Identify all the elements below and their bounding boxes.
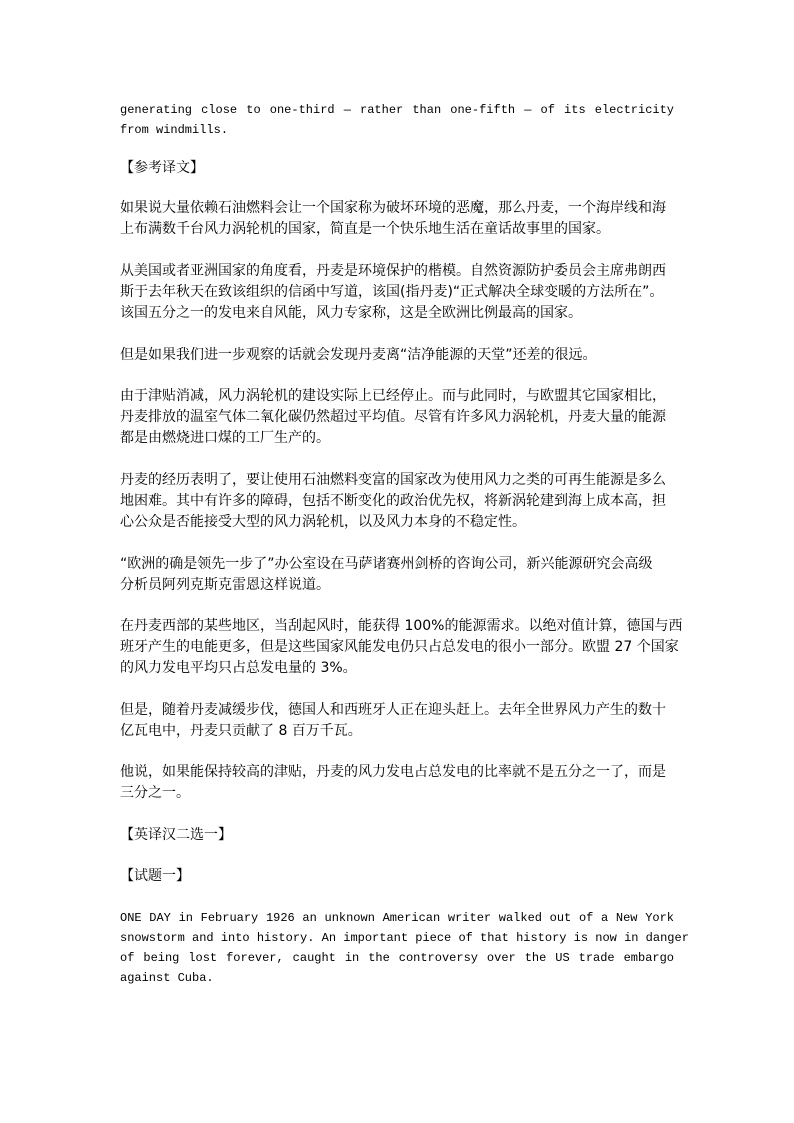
text-line: 从美国或者亚洲国家的角度看，丹麦是环境保护的楷模。自然资源防护委员会主席弗朗西: [120, 263, 666, 279]
text-line: 都是由燃烧进口煤的工厂生产的。: [120, 430, 330, 446]
text-line: 在丹麦西部的某些地区，当刮起风时，能获得 100%的能源需求。以绝对值计算，德国与西: [120, 618, 683, 634]
text-line: 由于津贴消减，风力涡轮机的建设实际上已经停止。而与此同时，与欧盟其它国家相比，: [120, 388, 666, 404]
text-line: of being lost forever, caught in the controversy over the US trade embargo: [120, 951, 674, 965]
heading-reference-translation: 【参考译文】: [120, 160, 204, 176]
text-line: 三分之一。: [120, 785, 190, 801]
question-english-paragraph: [120, 908, 689, 988]
paragraph-6: [120, 554, 674, 596]
text-line: 上布满数千台风力涡轮机的国家，简直是一个快乐地生活在童话故事里的国家。: [120, 221, 610, 237]
text-line: 丹麦的经历表明了，要让使用石油燃料变富的国家改为使用风力之类的可再生能源是多么: [120, 472, 666, 488]
text-line: 班牙产生的电能更多，但是这些国家风能发电仍只占总发电的很小一部分。欧盟 27 个国家: [120, 639, 679, 655]
text-line: 如果说大量依赖石油燃料会让一个国家称为破坏环境的恶魔，那么丹麦，一个海岸线和海: [120, 200, 666, 216]
text-line: 他说，如果能保持较高的津贴，丹麦的风力发电占总发电的比率就不是五分之一了，而是: [120, 764, 666, 780]
paragraph-3: [120, 345, 674, 366]
intro-english-paragraph: [120, 100, 674, 140]
text-line: 心公众是否能接受大型的风力涡轮机，以及风力本身的不稳定性。: [120, 514, 526, 530]
text-line: ONE DAY in February 1926 an unknown American writer walked out of a New York: [120, 911, 674, 925]
text-line: against Cuba.: [120, 971, 214, 985]
text-line: 斯于去年秋天在致该组织的信函中写道，该国(指丹麦)“正式解决全球变暖的方法所在”。: [120, 284, 664, 300]
text-line: 地困难。其中有许多的障碍，包括不断变化的政治优先权，将新涡轮建到海上成本高，担: [120, 493, 666, 509]
paragraph-9: [120, 762, 674, 804]
text-line: 但是如果我们进一步观察的话就会发现丹麦离“洁净能源的天堂”还差的很远。: [120, 347, 597, 363]
paragraph-8: [120, 700, 674, 742]
paragraph-5: [120, 470, 674, 533]
text-line: snowstorm and into history. An important piece of that history is now in danger: [120, 931, 689, 945]
paragraph-2: [120, 261, 674, 324]
text-line: 但是，随着丹麦减缓步伐，德国人和西班牙人正在迎头赶上。去年全世界风力产生的数十: [120, 702, 666, 718]
text-line: 分析员阿列克斯克雷恩这样说道。: [120, 577, 330, 593]
paragraph-4: [120, 386, 674, 449]
text-line: 该国五分之一的发电来自风能，风力专家称，这是全欧洲比例最高的国家。: [120, 305, 582, 321]
text-line: 丹麦排放的温室气体二氧化碳仍然超过平均值。尽管有许多风力涡轮机，丹麦大量的能源: [120, 409, 666, 425]
heading-question-one: 【试题一】: [120, 868, 190, 884]
text-line: from windmills.: [120, 123, 229, 137]
text-line: 亿瓦电中，丹麦只贡献了 8 百万千瓦。: [120, 723, 362, 739]
text-line: 的风力发电平均只占总发电量的 3%。: [120, 660, 357, 676]
paragraph-7: [120, 616, 683, 679]
heading-choose-one: 【英译汉二选一】: [120, 827, 232, 843]
text-line: “欧洲的确是领先一步了”办公室设在马萨诸赛州剑桥的咨询公司，新兴能源研究会高级: [120, 556, 653, 572]
paragraph-1: [120, 198, 674, 240]
text-line: generating close to one-third — rather than one-fifth — of its electricity: [120, 103, 674, 117]
